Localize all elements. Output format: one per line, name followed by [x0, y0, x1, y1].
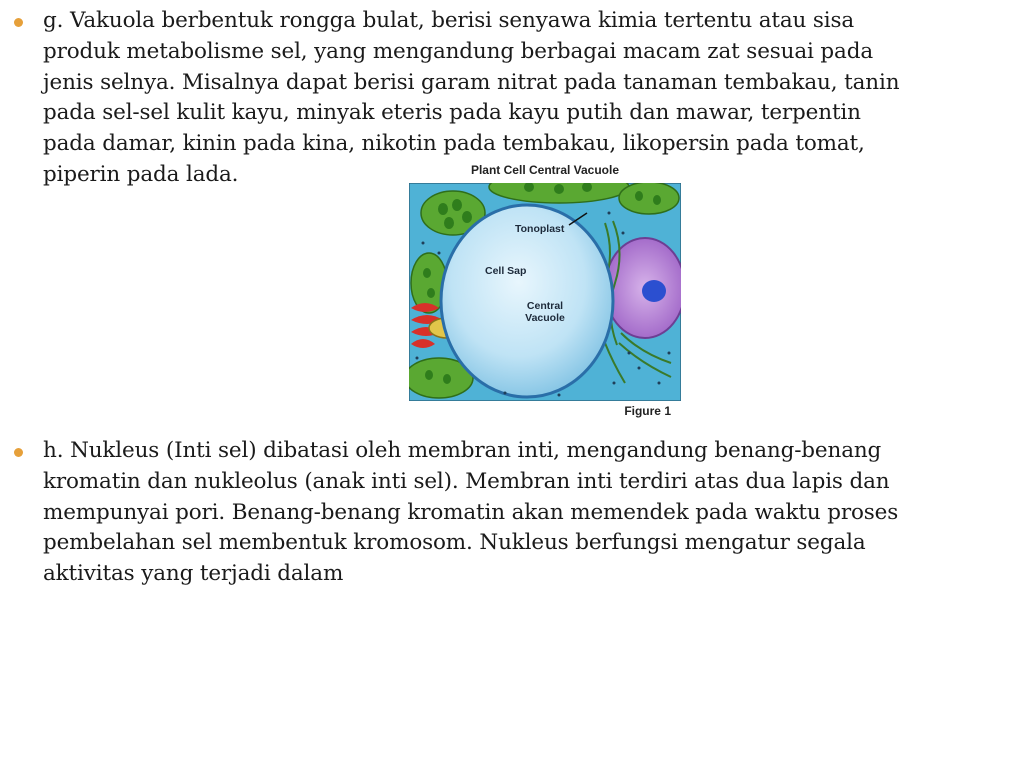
figure-caption: Figure 1 [624, 404, 671, 418]
label-central-vacuole [523, 300, 567, 324]
label-central-vacuole-line1: Central [526, 300, 564, 312]
bullet-dot [14, 18, 23, 27]
bullet-item-h [14, 436, 904, 590]
figure-title: Plant Cell Central Vacuole [470, 163, 620, 177]
label-cell-sap: Cell Sap [485, 265, 527, 277]
nucleus [605, 238, 681, 338]
bullet-text-g: g. Vakuola berbentuk rongga bulat, berisi senyawa kimia tertentu atau sisa produk metabolisme sel, yang mengandung berbagai macam zat sesuai pada jenis selnya. Misalnya dapat berisi garam nitrat pada tanaman tembakau, tanin pada sel-sel kulit kayu, minyak eteris pada kayu putih dan mawar, terpentin pada damar, kinin pada kina, nikotin pada tembakau, likopersin pada tomat, piperin pada lada. [43, 8, 900, 187]
vacuole-illustration [409, 183, 681, 401]
label-central-vacuole-line2: Vacuole [525, 312, 565, 324]
label-tonoplast: Tonoplast [515, 223, 565, 235]
bullet-text-h: h. Nukleus (Inti sel) dibatasi oleh membran inti, mengandung benang-benang kromatin dan nukleolus (anak inti sel). Membran inti terdiri atas dua lapis dan mempunyai pori. Benang-benang kromatin akan memendek pada waktu proses pembelahan sel membentuk kromosom. Nukleus berfungsi mengatur segala aktivitas yang terjadi dalam [43, 438, 899, 587]
bullet-dot [14, 448, 23, 457]
plant-cell-figure [407, 160, 683, 422]
